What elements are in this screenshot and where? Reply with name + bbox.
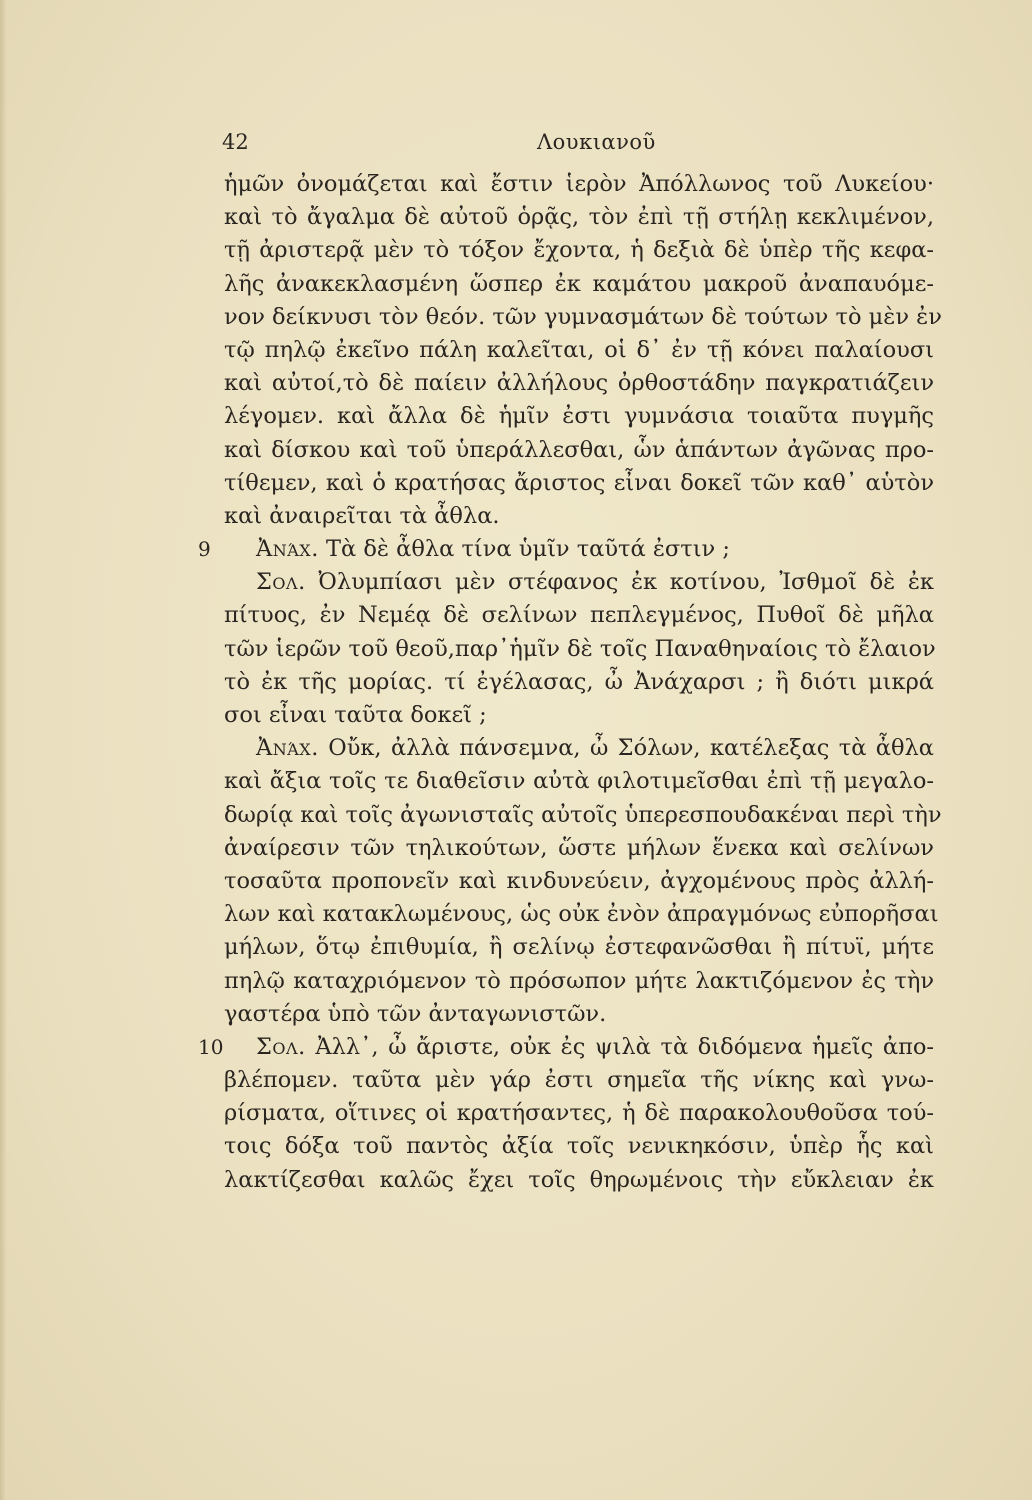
text-line (0, 599, 1032, 632)
line-body: τὸ ἐκ τῆς μορίας. τί ἐγέλασας, ὦ Ἀνάχαρσι ; ἢ διότι μικρά (224, 668, 934, 695)
line-body: λῆς ἀνακεκλασμένη ὥσπερ ἐκ καμάτου μακροῦ ἀναπαυόμε- (224, 270, 934, 297)
text-line (0, 931, 1032, 964)
text-line (0, 699, 1032, 732)
line-text (224, 334, 934, 367)
line-body: πηλῷ καταχριόμενον τὸ πρόσωπον μήτε λακτιζόμενον ἐς τὴν (224, 967, 934, 994)
line-text (224, 1164, 934, 1197)
text-line (0, 400, 1032, 433)
line-body: τίθεμεν, καὶ ὁ κρατήσας ἄριστος εἶναι δοκεῖ τῶν καθ᾽ αὑτὸν (224, 469, 934, 496)
line-text (224, 268, 934, 301)
line-text (224, 599, 934, 632)
line-text (224, 467, 934, 500)
line-text (224, 301, 942, 334)
line-body: λέγομεν. καὶ ἄλλα δὲ ἡμῖν ἐστι γυμνάσια τοιαῦτα πυγμῆς (224, 403, 934, 430)
line-body: τοσαῦτα προπονεῖν καὶ κινδυνεύειν, ἀγχομένους πρὸς ἀλλή- (224, 867, 934, 894)
line-body: τῶν ἱερῶν τοῦ θεοῦ,παρ᾽ἡμῖν δὲ τοῖς Παναθηναίοις τὸ ἔλαιον (224, 635, 936, 662)
line-text (224, 898, 939, 931)
page-header (222, 126, 934, 160)
text-line (0, 865, 1032, 898)
text-line (0, 633, 1032, 666)
text-line (0, 268, 1032, 301)
line-body: τοις δόξα τοῦ παντὸς ἀξία τοῖς νενικηκόσιν, ὑπὲρ ἧς καὶ (224, 1133, 934, 1160)
text-line (0, 1097, 1032, 1130)
line-body: ἡμῶν ὀνομάζεται καὶ ἔστιν ἱερὸν Ἀπόλλωνος τοῦ Λυκείου· (224, 171, 934, 197)
text-line (0, 500, 1032, 533)
line-body: βλέπομεν. ταῦτα μὲν γάρ ἐστι σημεῖα τῆς νίκης καὶ γνω- (224, 1067, 934, 1094)
text-line (0, 1064, 1032, 1097)
line-text (224, 633, 934, 666)
text-line (0, 1130, 1032, 1163)
line-text (224, 201, 934, 234)
line-text (224, 765, 934, 798)
line-body: μήλων, ὅτῳ ἐπιθυμία, ἢ σελίνῳ ἐστεφανῶσθαι ἢ πίτυϊ, μήτε (224, 934, 934, 961)
line-text (224, 965, 934, 998)
line-body: ρίσματα, οἵτινες οἱ κρατήσαντες, ἡ δὲ παρακολουθοῦσα τού- (224, 1100, 934, 1127)
line-text (224, 434, 934, 467)
section-number: 10 (198, 1034, 224, 1059)
line-text (224, 998, 934, 1031)
line-text (224, 367, 934, 400)
line-body: καὶ τὸ ἄγαλμα δὲ αὐτοῦ ὁρᾷς, τὸν ἐπὶ τῇ στήλῃ κεκλιμένον, (224, 204, 934, 231)
line-body: Τὰ δὲ ἆθλα τίνα ὑμῖν ταῦτά ἐστιν ; (326, 536, 730, 563)
line-body: Οὔκ, ἀλλὰ πάνσεμνα, ὦ Σόλων, κατέλεξας τὰ ἆθλα (328, 735, 934, 762)
line-text (224, 832, 934, 865)
line-text (256, 732, 934, 765)
line-text (224, 666, 934, 699)
text-line (0, 965, 1032, 998)
line-text (224, 1130, 934, 1163)
text-line (0, 566, 1032, 599)
text-line (0, 367, 1032, 400)
line-body: λακτίζεσθαι καλῶς ἔχει τοῖς θηρωμένοις τὴν εὔκλειαν ἐκ (224, 1166, 934, 1193)
line-body: τῷ πηλῷ ἐκεῖνο πάλη καλεῖται, οἱ δ᾽ ἐν τῇ κόνει παλαίουσι (224, 336, 934, 363)
line-text (224, 931, 934, 964)
text-line (0, 998, 1032, 1031)
section-number: 9 (198, 537, 211, 562)
text-line (0, 898, 1032, 931)
line-text (256, 566, 934, 599)
speaker-label: Σολ. (256, 1033, 306, 1060)
line-text (224, 400, 934, 433)
line-text (224, 865, 934, 898)
body-text (0, 168, 1032, 1197)
line-body: νον δείκνυσι τὸν θεόν. τῶν γυμνασμάτων δὲ τούτων τὸ μὲν ἐν (224, 303, 942, 330)
text-line (0, 832, 1032, 865)
line-body: καὶ δίσκου καὶ τοῦ ὑπεράλλεσθαι, ὧν ἁπάντων ἀγῶνας προ- (224, 436, 934, 463)
line-body: ἀναίρεσιν τῶν τηλικούτων, ὥστε μήλων ἕνεκα καὶ σελίνων (224, 834, 934, 861)
text-line (0, 666, 1032, 699)
line-body: Ὀλυμπίασι μὲν στέφανος ἐκ κοτίνου, Ἰσθμοῖ δὲ ἐκ (318, 569, 934, 596)
line-text (224, 168, 934, 201)
line-text (224, 500, 934, 533)
text-line (0, 765, 1032, 798)
speaker-label: Ἀνάχ. (256, 735, 319, 762)
text-line (0, 1031, 1032, 1064)
speaker-label: Ἀνάχ. (256, 536, 319, 563)
speaker-label: Σολ. (256, 569, 306, 596)
line-body: καὶ αὐτοί,τὸ δὲ παίειν ἀλλήλους ὀρθοστάδην παγκρατιάζειν (224, 370, 934, 397)
line-text (224, 1097, 934, 1130)
text-line (0, 234, 1032, 267)
text-line (0, 434, 1032, 467)
running-title: Λουκιανοῦ (537, 130, 656, 154)
text-line (0, 301, 1032, 334)
text-line (0, 533, 1032, 566)
line-body: τῇ ἀριστερᾷ μὲν τὸ τόξον ἔχοντα, ἡ δεξιὰ δὲ ὑπὲρ τῆς κεφα- (224, 237, 934, 264)
line-body: Ἀλλ᾽, ὦ ἄριστε, οὐκ ἐς ψιλὰ τὰ διδόμενα ἡμεῖς ἀπο- (315, 1033, 935, 1060)
line-body: καὶ ἄξια τοῖς τε διαθεῖσιν αὐτὰ φιλοτιμεῖσθαι ἐπὶ τῇ μεγαλο- (224, 768, 934, 795)
line-text (224, 234, 934, 267)
text-line (0, 168, 1032, 201)
line-text (256, 533, 934, 566)
text-line (0, 467, 1032, 500)
text-line (0, 732, 1032, 765)
line-text (224, 799, 942, 832)
line-body: καὶ ἀναιρεῖται τὰ ἆθλα. (224, 502, 500, 529)
text-line (0, 1164, 1032, 1197)
line-body: γαστέρα ὑπὸ τῶν ἀνταγωνιστῶν. (224, 1000, 607, 1027)
line-body: λων καὶ κατακλωμένους, ὡς οὐκ ἐνὸν ἀπραγμόνως εὐπορῆσαι (224, 901, 939, 928)
line-body: πίτυος, ἐν Νεμέᾳ δὲ σελίνων πεπλεγμένος, Πυθοῖ δὲ μῆλα (224, 602, 934, 629)
text-line (0, 201, 1032, 234)
page-number: 42 (222, 130, 249, 154)
line-text (224, 699, 934, 732)
line-body: σοι εἶναι ταῦτα δοκεῖ ; (224, 702, 487, 728)
line-body: δωρίᾳ καὶ τοῖς ἀγωνισταῖς αὐτοῖς ὑπερεσπουδακέναι περὶ τὴν (224, 801, 942, 828)
text-line (0, 799, 1032, 832)
line-text (224, 1064, 934, 1097)
line-text (256, 1031, 934, 1064)
text-line (0, 334, 1032, 367)
